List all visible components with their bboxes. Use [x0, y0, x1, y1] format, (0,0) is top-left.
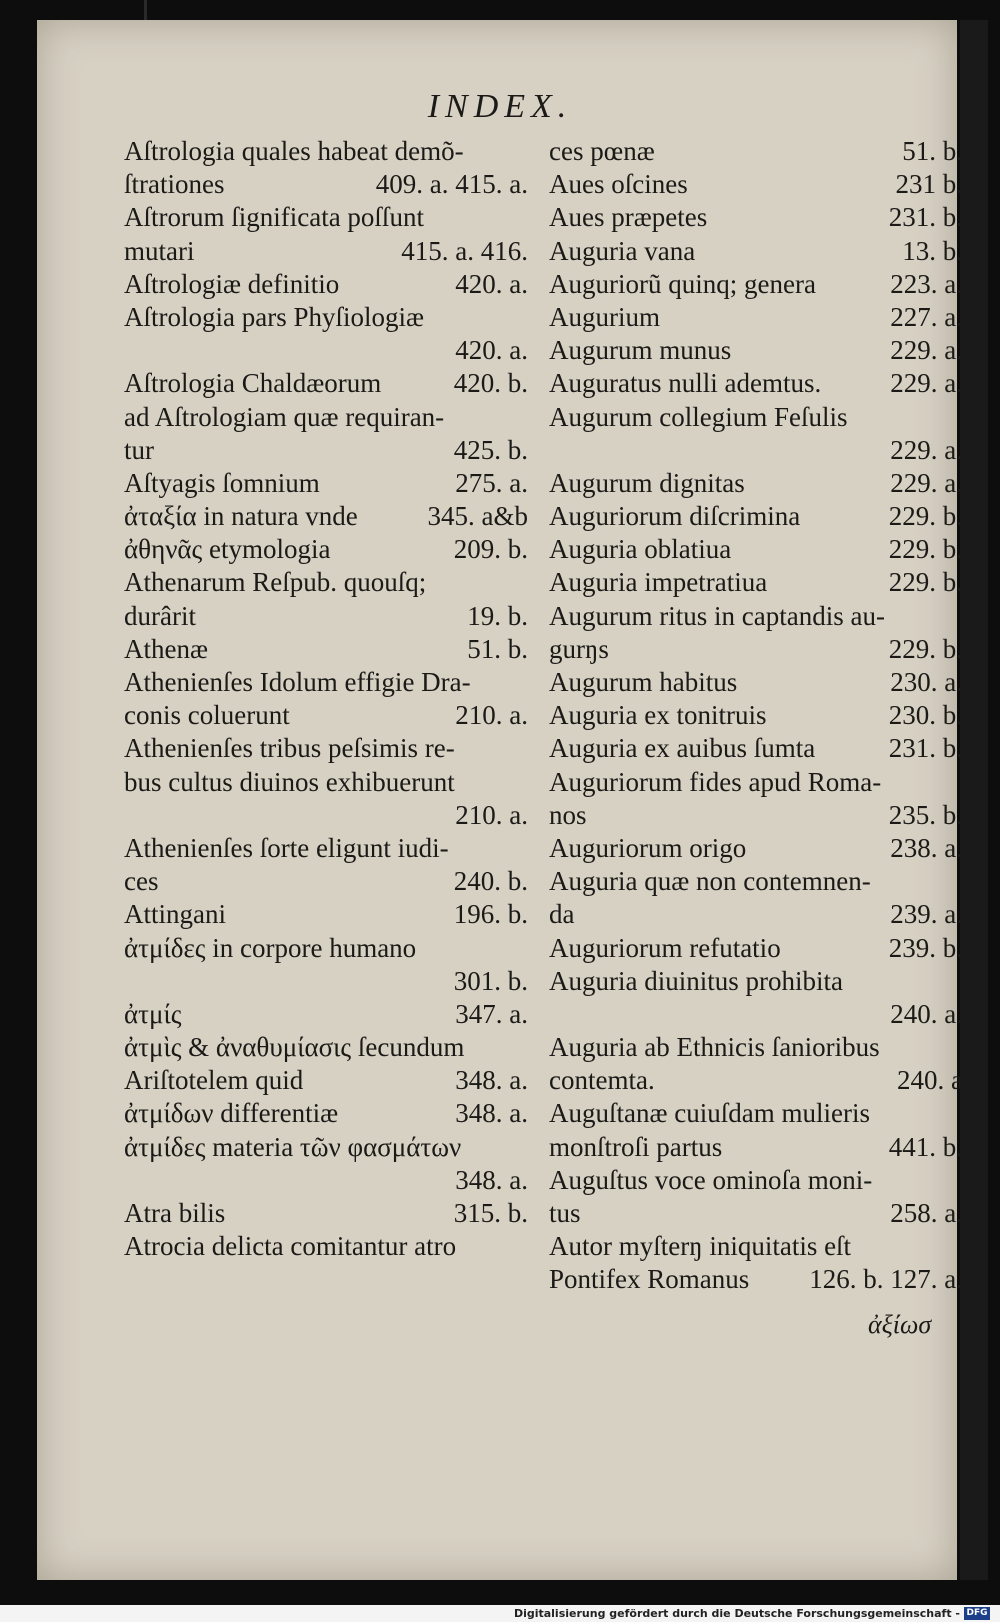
entry-page-ref: 409. a. 415. a.: [375, 169, 528, 200]
entry-text: Athenienſes tribus peſsimis re-: [124, 733, 455, 764]
index-entry: [549, 1263, 963, 1296]
entry-text: tus: [549, 1198, 581, 1228]
index-entry: [124, 732, 528, 765]
entry-page-ref: 51. b.: [467, 633, 528, 664]
entry-text: Aſtrologia quales habeat demõ-: [124, 136, 464, 166]
index-entry: [549, 1230, 963, 1263]
entry-page-ref: 240. a: [897, 1065, 963, 1096]
index-entry: [124, 898, 528, 931]
entry-text: Aues oſcines: [549, 169, 688, 200]
entry-text: durârit: [124, 600, 196, 631]
index-entry: [124, 932, 528, 965]
entry-text: ἀτμίδες in corpore humano: [124, 932, 417, 963]
entry-page-ref: [957, 1031, 963, 1064]
entry-page-ref: [522, 1131, 528, 1164]
index-entry: [124, 1031, 528, 1064]
index-entry: [549, 699, 963, 732]
entry-text: Augurum habitus: [549, 667, 738, 697]
entry-text: Augurum munus: [549, 335, 732, 366]
index-entry: [124, 1164, 528, 1197]
index-entry: [549, 1031, 963, 1064]
index-entry: [549, 1064, 963, 1097]
index-entry: [124, 367, 528, 400]
entry-text: [549, 434, 884, 467]
entry-page-ref: 227. a.: [890, 301, 963, 332]
entry-page-ref: 348. a.: [455, 1065, 528, 1096]
catchword: ἀξίωσ: [868, 1310, 932, 1339]
index-entry: [124, 1131, 528, 1164]
entry-text: Augurum collegium Feſulis: [549, 401, 848, 432]
entry-page-ref: 229. b.: [888, 633, 963, 664]
dfg-logo: DFG: [964, 1607, 990, 1620]
entry-text: [124, 799, 449, 832]
entry-page-ref: 19. b.: [467, 600, 528, 631]
entry-page-ref: 51. b.: [902, 136, 963, 166]
entry-page-ref: 275. a.: [455, 467, 528, 498]
entry-text: contemta.: [549, 1065, 655, 1096]
entry-text: nos: [549, 799, 587, 830]
entry-text: Auguria oblatiua: [549, 534, 732, 565]
entry-page-ref: [957, 865, 963, 898]
entry-text: Auguria vana: [549, 235, 696, 266]
index-entry: [124, 666, 528, 699]
entry-page-ref: 420. b.: [453, 368, 528, 399]
entry-text: Auguria diuinitus prohibita: [549, 965, 843, 996]
entry-page-ref: 240. a.: [890, 998, 963, 1029]
entry-text: ſtrationes: [124, 169, 225, 200]
entry-page-ref: [522, 732, 528, 765]
entry-page-ref: 196. b.: [453, 899, 528, 930]
index-column-right: [549, 135, 963, 1297]
entry-page-ref: [957, 1097, 963, 1130]
entry-page-ref: 301. b.: [453, 965, 528, 996]
entry-text: Augurium: [549, 301, 660, 332]
entry-page-ref: [522, 832, 528, 865]
index-entry: [549, 367, 963, 400]
entry-text: Auguriorum diſcrimina: [549, 501, 801, 532]
entry-text: Auguſtanæ cuiuſdam mulieris: [549, 1098, 870, 1129]
index-entry: [549, 301, 963, 334]
entry-text: monſtroſi partus: [549, 1131, 723, 1162]
entry-page-ref: 126. b. 127. a.: [809, 1264, 963, 1295]
index-entry: [549, 135, 963, 168]
index-entry: [124, 301, 528, 334]
entry-page-ref: 425. b.: [453, 434, 528, 465]
entry-text: Pontifex Romanus: [549, 1264, 750, 1295]
index-entry: [124, 633, 528, 666]
entry-page-ref: [957, 1230, 963, 1263]
index-entry: [124, 268, 528, 301]
entry-page-ref: [522, 1230, 528, 1263]
entry-text: Auguria impetratiua: [549, 567, 768, 598]
entry-text: Aſtrologia pars Phyſiologiæ: [124, 301, 424, 332]
entry-page-ref: [522, 666, 528, 699]
entry-page-ref: 229. b.: [888, 501, 963, 532]
index-entry: [124, 500, 528, 533]
index-entry: [124, 434, 528, 467]
entry-page-ref: 209. b.: [453, 534, 528, 565]
index-entry: [549, 1131, 963, 1164]
entry-page-ref: 230. b.: [888, 700, 963, 731]
entry-page-ref: 420. a.: [455, 335, 528, 366]
entry-page-ref: [957, 600, 963, 633]
entry-text: Auguria ex auibus ſumta: [549, 733, 816, 764]
index-entry: [549, 865, 963, 898]
entry-page-ref: 441. b.: [888, 1131, 963, 1162]
entry-page-ref: 231. b.: [888, 733, 963, 764]
entry-text: Auguriorum origo: [549, 832, 747, 863]
index-entry: [549, 500, 963, 533]
index-entry: [549, 633, 963, 666]
entry-page-ref: 229. b.: [888, 534, 963, 565]
index-entry: [549, 401, 963, 434]
entry-text: Athenienſes ſorte eligunt iudi-: [124, 832, 449, 863]
entry-page-ref: 345. a&b: [427, 501, 528, 532]
entry-text: Aſtrologiæ definitio: [124, 268, 340, 299]
entry-text: ἀθηνᾶς etymologia: [124, 534, 331, 565]
entry-page-ref: 13. b.: [902, 235, 963, 266]
index-entry: [549, 832, 963, 865]
entry-page-ref: [522, 301, 528, 334]
entry-page-ref: 235. b.: [888, 799, 963, 830]
index-entry: [124, 832, 528, 865]
index-entry: [124, 566, 528, 599]
entry-text: Aſtrologia Chaldæorum: [124, 368, 382, 399]
entry-text: [124, 965, 448, 998]
entry-text: ἀτμὶς & ἀναθυμίασις ſecundum: [124, 1032, 465, 1063]
entry-page-ref: 229. a.: [890, 467, 963, 498]
entry-page-ref: 315. b.: [453, 1198, 528, 1228]
index-entry: [549, 1164, 963, 1197]
index-column-left: [124, 135, 528, 1263]
entry-page-ref: [522, 401, 528, 434]
entry-page-ref: 223. a.: [890, 268, 963, 299]
entry-page-ref: [957, 401, 963, 434]
index-entry: [124, 1064, 528, 1097]
index-entry: [124, 135, 528, 168]
entry-page-ref: [957, 1164, 963, 1197]
index-entry: [124, 201, 528, 234]
page-edge: [960, 20, 988, 1580]
entry-text: Athenæ: [124, 633, 208, 664]
index-entry: [124, 401, 528, 434]
entry-page-ref: 258. a.: [890, 1198, 963, 1228]
entry-page-ref: 229. a.: [890, 368, 963, 399]
entry-page-ref: 229. b.: [888, 567, 963, 598]
index-entry: [549, 600, 963, 633]
index-entry: [549, 666, 963, 699]
entry-text: ces: [124, 866, 159, 897]
entry-text: Auguria ab Ethnicis ſanioribus: [549, 1032, 880, 1063]
entry-text: Athenarum Reſpub. quouſq;: [124, 567, 427, 598]
index-entry: [124, 865, 528, 898]
entry-page-ref: [522, 201, 528, 234]
entry-text: ἀταξία in natura vnde: [124, 501, 358, 532]
entry-page-ref: 210. a.: [455, 700, 528, 731]
index-entry: [549, 1097, 963, 1130]
entry-text: bus cultus diuinos exhibuerunt: [124, 766, 455, 797]
entry-text: [124, 334, 449, 367]
entry-text: gurŋs: [549, 633, 609, 664]
index-entry: [549, 566, 963, 599]
index-entry: [549, 799, 963, 832]
entry-text: Ariſtotelem quid: [124, 1065, 304, 1096]
index-entry: [124, 168, 528, 201]
entry-page-ref: 239. b.: [888, 932, 963, 963]
entry-text: Auguratus nulli ademtus.: [549, 368, 822, 399]
entry-page-ref: 348. a.: [455, 1164, 528, 1195]
index-entry: [549, 268, 963, 301]
entry-page-ref: 420. a.: [455, 268, 528, 299]
index-entry: [549, 334, 963, 367]
index-entry: [124, 965, 528, 998]
entry-page-ref: 229. a.: [890, 335, 963, 366]
footer-bar: [0, 1605, 1000, 1622]
entry-page-ref: 415. a. 416.: [401, 235, 528, 266]
entry-page-ref: 240. b.: [453, 866, 528, 897]
entry-text: Auguſtus voce ominoſa moni-: [549, 1164, 873, 1195]
entry-text: da: [549, 899, 575, 930]
index-entry: [124, 1097, 528, 1130]
entry-text: ad Aſtrologiam quæ requiran-: [124, 401, 445, 432]
entry-text: Aſtyagis ſomnium: [124, 467, 320, 498]
entry-text: conis coluerunt: [124, 700, 290, 731]
index-entry: [124, 235, 528, 268]
entry-page-ref: 239. a.: [890, 899, 963, 930]
entry-text: Auguriorum refutatio: [549, 932, 781, 963]
index-entry: [549, 235, 963, 268]
entry-page-ref: 231. b.: [888, 202, 963, 233]
entry-text: Autor myſterŋ iniquitatis eſt: [549, 1231, 852, 1262]
entry-text: mutari: [124, 235, 195, 266]
entry-text: Athenienſes Idolum effigie Dra-: [124, 667, 471, 697]
index-entry: [549, 898, 963, 931]
entry-page-ref: [522, 135, 528, 168]
index-entry: [549, 766, 963, 799]
entry-page-ref: 229. a.: [890, 434, 963, 465]
index-entry: [549, 732, 963, 765]
entry-text: Aues præpetes: [549, 202, 708, 233]
entry-text: Atrocia delicta comitantur atro: [124, 1231, 457, 1262]
index-entry: [549, 932, 963, 965]
entry-text: Atra bilis: [124, 1198, 226, 1228]
entry-page-ref: 231 b.: [895, 169, 963, 200]
index-entry: [549, 434, 963, 467]
index-entry: [124, 799, 528, 832]
entry-page-ref: 210. a.: [455, 799, 528, 830]
entry-page-ref: [522, 766, 528, 799]
index-entry: [124, 1230, 528, 1263]
index-entry: [549, 201, 963, 234]
index-entry: [549, 965, 963, 998]
entry-text: Auguriorum fides apud Roma-: [549, 766, 882, 797]
entry-text: Auguriorũ quinq; genera: [549, 268, 816, 299]
entry-text: Auguria quæ non contemnen-: [549, 866, 871, 897]
entry-text: [549, 998, 884, 1031]
footer-credit: Digitalisierung gefördert durch die Deutsche Forschungsgemeinschaft -: [513, 1607, 960, 1620]
entry-page-ref: [522, 932, 528, 965]
index-entry: [124, 1197, 528, 1230]
index-entry: [124, 600, 528, 633]
index-entry: [124, 766, 528, 799]
entry-text: ἀτμίδες materia τῶν φασμάτων: [124, 1131, 462, 1162]
entry-text: ces pœnæ: [549, 136, 655, 166]
index-entry: [549, 998, 963, 1031]
index-entry: [124, 467, 528, 500]
index-entry: [124, 699, 528, 732]
index-entry: [549, 467, 963, 500]
entry-page-ref: 347. a.: [455, 998, 528, 1029]
index-entry: [124, 533, 528, 566]
page-header: INDEX.: [427, 88, 573, 125]
index-entry: [124, 334, 528, 367]
entry-text: [124, 1164, 449, 1197]
entry-page-ref: 348. a.: [455, 1098, 528, 1129]
index-entry: [549, 168, 963, 201]
entry-text: ἀτμίς: [124, 998, 182, 1029]
entry-text: Aſtrorum ſignificata poſſunt: [124, 202, 424, 233]
entry-page-ref: [957, 766, 963, 799]
entry-page-ref: [957, 965, 963, 998]
entry-text: Augurum ritus in captandis au-: [549, 600, 885, 631]
index-entry: [549, 1197, 963, 1230]
index-entry: [124, 998, 528, 1031]
entry-text: Auguria ex tonitruis: [549, 700, 767, 731]
entry-page-ref: 238. a.: [890, 832, 963, 863]
entry-text: tur: [124, 434, 154, 465]
entry-text: Attingani: [124, 899, 226, 930]
entry-page-ref: [522, 1031, 528, 1064]
entry-text: ἀτμίδων differentiæ: [124, 1098, 339, 1129]
entry-page-ref: 230. a.: [890, 667, 963, 697]
entry-page-ref: [522, 566, 528, 599]
entry-text: Augurum dignitas: [549, 467, 745, 498]
index-entry: [549, 533, 963, 566]
